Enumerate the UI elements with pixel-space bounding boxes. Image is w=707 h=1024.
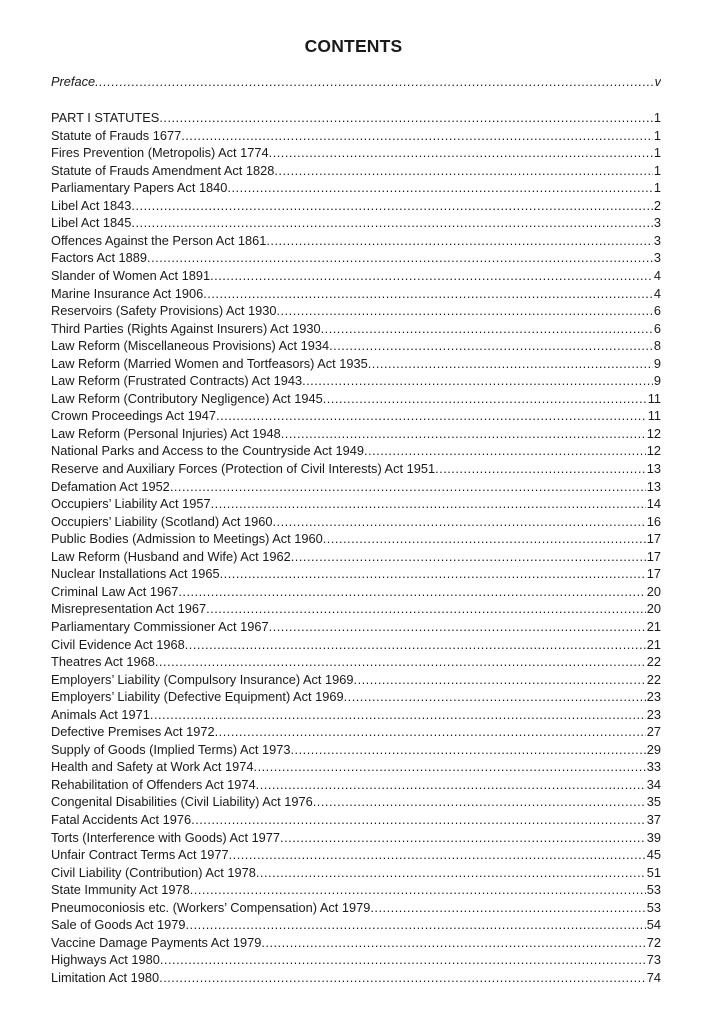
toc-entry-page: 1	[653, 127, 661, 143]
toc-entry	[51, 723, 661, 741]
toc-entry	[51, 671, 661, 689]
toc-entry-page: 20	[646, 583, 661, 599]
toc-entry-label: Employers’ Liability (Compulsory Insurance) Act 1969	[51, 671, 354, 687]
toc-entry	[51, 916, 661, 934]
toc-entry-label: Slander of Women Act 1891	[51, 267, 211, 283]
toc-entry-page: 1	[653, 145, 661, 161]
toc-entry	[51, 127, 661, 145]
dot-leader	[370, 899, 645, 917]
toc-entry-label: Sale of Goods Act 1979	[51, 917, 186, 933]
toc-entry-label: Law Reform (Married Women and Tortfeasors) Act 1935	[51, 355, 368, 371]
toc-entry	[51, 618, 661, 636]
toc-entry-page: v	[654, 74, 661, 89]
toc-entry-page: 39	[646, 829, 661, 845]
toc-entry-label: Parliamentary Papers Act 1840	[51, 180, 228, 196]
toc-entry-page: 16	[646, 513, 661, 529]
toc-entry-page: 9	[653, 373, 661, 389]
toc-entry-label: Law Reform (Husband and Wife) Act 1962	[51, 548, 291, 564]
dot-leader	[210, 267, 653, 285]
toc-entry-label: Reservoirs (Safety Provisions) Act 1930	[51, 303, 277, 319]
toc-entry-label: Torts (Interference with Goods) Act 1977	[51, 829, 281, 845]
toc-entry-page: 9	[653, 355, 661, 371]
toc-entry-label: Defamation Act 1952	[51, 478, 170, 494]
toc-entry-label: Rehabilitation of Offenders Act 1974	[51, 776, 256, 792]
toc-entry-label: Health and Safety at Work Act 1974	[51, 759, 254, 775]
toc-entry-page: 14	[646, 496, 661, 512]
dot-leader	[131, 214, 652, 232]
toc-entry-label: Occupiers’ Liability (Scotland) Act 1960	[51, 513, 273, 529]
dot-leader	[291, 548, 646, 566]
toc-entry	[51, 881, 661, 899]
toc-entry-label: Parliamentary Commissioner Act 1967	[51, 618, 269, 634]
toc-entry-page: 13	[646, 478, 661, 494]
toc-entry-label: Factors Act 1889	[51, 250, 148, 266]
toc-entry-label: Reserve and Auxiliary Forces (Protection of Civil Interests) Act 1951	[51, 461, 436, 476]
dot-leader	[364, 442, 646, 460]
toc-entry-page: 37	[646, 812, 661, 827]
dot-leader	[95, 73, 653, 91]
dot-leader	[131, 197, 652, 215]
dot-leader	[160, 951, 646, 969]
toc-entry-page: 1	[653, 180, 661, 196]
toc-entry-page: 17	[646, 548, 661, 564]
dot-leader	[178, 583, 645, 601]
dot-leader	[147, 249, 653, 267]
dot-leader	[256, 776, 646, 794]
toc-entry-label: Public Bodies (Admission to Meetings) Act 1960	[51, 531, 323, 547]
toc-entry-label: Libel Act 1845	[51, 215, 132, 231]
dot-leader	[159, 969, 646, 987]
toc-entry-label: Misrepresentation Act 1967	[51, 601, 207, 617]
dot-leader	[191, 811, 646, 829]
toc-entry-page: 27	[646, 724, 661, 740]
toc-entry	[51, 846, 661, 864]
toc-entry-label: Vaccine Damage Payments Act 1979	[51, 934, 262, 950]
toc-entry	[51, 162, 661, 180]
toc-entry	[51, 758, 661, 776]
dot-leader	[229, 846, 646, 864]
toc-entry	[51, 688, 661, 706]
toc-entry-label: Limitation Act 1980	[51, 969, 160, 985]
toc-entry	[51, 390, 661, 408]
toc-entry	[51, 600, 661, 618]
dot-leader	[227, 179, 652, 197]
dot-leader	[211, 495, 646, 513]
toc-entry-page: 11	[647, 408, 661, 424]
toc-entry-label: Animals Act 1971	[51, 706, 150, 722]
toc-entry	[51, 513, 661, 531]
toc-entry-label: Civil Evidence Act 1968	[51, 636, 185, 652]
toc-entry-label: Defective Premises Act 1972	[51, 724, 215, 740]
toc-entry	[51, 442, 661, 460]
toc-entry-label: Fatal Accidents Act 1976	[51, 812, 192, 827]
dot-leader	[203, 285, 653, 303]
toc-entry-label: Law Reform (Miscellaneous Provisions) Act 1934	[51, 338, 330, 354]
toc-entry-label: Occupiers’ Liability Act 1957	[51, 496, 211, 512]
toc-entry-label: Unfair Contract Terms Act 1977	[51, 847, 229, 863]
toc-entry	[51, 355, 661, 373]
toc-entry-label: Statute of Frauds Amendment Act 1828	[51, 162, 275, 178]
toc-entry	[51, 285, 661, 303]
toc-entry-label: Law Reform (Contributory Negligence) Act 1945	[51, 390, 323, 406]
dot-leader	[170, 478, 646, 496]
dot-leader	[321, 320, 653, 338]
toc-entry-page: 13	[646, 461, 661, 476]
toc-entry-page: 33	[646, 759, 661, 775]
dot-leader	[256, 864, 646, 882]
toc-entry-page: 34	[646, 776, 661, 792]
toc-entry-page: 72	[646, 934, 661, 950]
toc-entry-page: 22	[646, 671, 661, 687]
toc-entry-page: 45	[646, 847, 661, 863]
toc-entry	[51, 530, 661, 548]
dot-leader	[190, 881, 646, 899]
dot-leader	[302, 372, 653, 390]
dot-leader	[185, 636, 646, 654]
toc-entry-label: PART I STATUTES	[51, 110, 160, 125]
dot-leader	[329, 337, 653, 355]
toc-entry	[51, 425, 661, 443]
toc-entry-label: Marine Insurance Act 1906	[51, 285, 204, 301]
toc-entry-page: 17	[646, 566, 661, 582]
toc-entry-label: Offences Against the Person Act 1861	[51, 232, 267, 248]
toc-entry	[51, 495, 661, 513]
toc-entry-page: 12	[646, 425, 661, 441]
toc-entry-page: 51	[646, 864, 661, 880]
toc-entry-page: 1	[653, 110, 661, 125]
toc-entry-page: 2	[653, 197, 661, 213]
dot-leader	[215, 723, 646, 741]
dot-leader	[354, 671, 646, 689]
toc-entry	[51, 741, 661, 759]
dot-leader	[269, 144, 653, 162]
toc-entry-label: National Parks and Access to the Countryside Act 1949	[51, 443, 364, 459]
toc-entry-label: Statute of Frauds 1677	[51, 127, 182, 143]
toc-entry-label: Theatres Act 1968	[51, 654, 155, 670]
toc-entry-label: Nuclear Installations Act 1965	[51, 566, 220, 582]
dot-leader	[216, 407, 647, 425]
toc-entry	[51, 583, 661, 601]
toc-entry	[51, 636, 661, 654]
toc-entry-page: 21	[646, 636, 661, 652]
toc-entry-label: Third Parties (Rights Against Insurers) Act 1930	[51, 320, 321, 336]
toc-entry-page: 3	[653, 250, 661, 266]
toc-entry-page: 23	[646, 689, 661, 705]
toc-entry-page: 35	[646, 794, 661, 810]
toc-entry	[51, 951, 661, 969]
toc-entry	[51, 249, 661, 267]
toc-entry	[51, 337, 661, 355]
dot-leader	[290, 741, 645, 759]
toc-entry	[51, 548, 661, 566]
dot-leader	[435, 460, 646, 478]
toc-entry	[51, 407, 661, 425]
toc-entry	[51, 793, 661, 811]
toc-entry	[51, 565, 661, 583]
toc-entry-page: 29	[646, 741, 661, 757]
toc-entry-label: Fires Prevention (Metropolis) Act 1774	[51, 145, 269, 161]
toc-entry	[51, 811, 661, 829]
toc-entry-label: Law Reform (Personal Injuries) Act 1948	[51, 425, 281, 441]
toc-entry-label: Crown Proceedings Act 1947	[51, 408, 217, 424]
toc-entry-page: 11	[647, 390, 661, 406]
toc-entry	[51, 109, 661, 127]
dot-leader	[368, 355, 653, 373]
dot-leader	[254, 758, 646, 776]
toc-entry-page: 12	[646, 443, 661, 459]
toc-entry	[51, 899, 661, 917]
toc-entry	[51, 934, 661, 952]
dot-leader	[220, 565, 646, 583]
toc-entry-label: Civil Liability (Contribution) Act 1978	[51, 864, 256, 880]
toc-entry	[51, 232, 661, 250]
toc-entry-label: Preface	[51, 74, 96, 89]
dot-leader	[276, 302, 652, 320]
toc-entry-page: 6	[653, 320, 661, 336]
dot-leader	[150, 706, 646, 724]
toc-entry	[51, 214, 661, 232]
toc-entry-label: Employers’ Liability (Defective Equipment) Act 1969	[51, 689, 344, 705]
toc-entry-page: 22	[646, 654, 661, 670]
toc-entry-label: Law Reform (Frustrated Contracts) Act 1943	[51, 373, 303, 389]
toc-entry	[51, 267, 661, 285]
toc-entry	[51, 829, 661, 847]
toc-entry-label: Supply of Goods (Implied Terms) Act 1973	[51, 741, 291, 757]
dot-leader	[206, 600, 646, 618]
dot-leader	[274, 162, 653, 180]
toc-entry-page: 17	[646, 531, 661, 547]
dot-leader	[181, 127, 653, 145]
toc-entry-page: 74	[646, 969, 661, 985]
toc-entry	[51, 144, 661, 162]
dot-leader	[272, 513, 645, 531]
dot-leader	[281, 425, 646, 443]
toc-entry-page: 8	[653, 338, 661, 354]
toc-entry-page: 20	[646, 601, 661, 617]
toc-entry-page: 1	[653, 162, 661, 178]
toc-entry-page: 73	[646, 952, 661, 968]
toc-entry-label: Libel Act 1843	[51, 197, 132, 213]
toc-entry-page: 53	[646, 899, 661, 915]
toc-entry	[51, 197, 661, 215]
toc-entry	[51, 653, 661, 671]
dot-leader	[155, 653, 646, 671]
toc-entry	[51, 706, 661, 724]
toc-entry-page: 53	[646, 882, 661, 898]
toc-entry	[51, 776, 661, 794]
dot-leader	[323, 390, 647, 408]
dot-leader	[280, 829, 646, 847]
dot-leader	[344, 688, 646, 706]
toc-entry-label: Pneumoconiosis etc. (Workers’ Compensation) Act 1979	[51, 899, 371, 915]
toc-entry	[51, 969, 661, 987]
dot-leader	[159, 109, 653, 127]
dot-leader	[266, 232, 653, 250]
dot-leader	[323, 530, 646, 548]
dot-leader	[185, 916, 645, 934]
toc-entry-preface	[51, 73, 661, 91]
toc-entry	[51, 302, 661, 320]
toc-entry-page: 54	[646, 917, 661, 933]
dot-leader	[261, 934, 645, 952]
toc-entry-label: Criminal Law Act 1967	[51, 583, 179, 599]
toc-entry-page: 4	[653, 267, 661, 283]
dot-leader	[313, 793, 646, 811]
toc-entry-label: Highways Act 1980	[51, 952, 160, 968]
toc-entry-label: State Immunity Act 1978	[51, 882, 190, 898]
toc-entry-label: Congenital Disabilities (Civil Liability) Act 1976	[51, 794, 313, 810]
toc-entry	[51, 478, 661, 496]
toc-entry-page: 23	[646, 706, 661, 722]
toc-entry-page: 21	[646, 618, 661, 634]
toc-entry-page: 4	[653, 285, 661, 301]
page-title: CONTENTS	[304, 36, 403, 56]
dot-leader	[269, 618, 646, 636]
toc-entry-page: 3	[653, 232, 661, 248]
toc-entry	[51, 864, 661, 882]
toc-entry	[51, 179, 661, 197]
toc-entry	[51, 460, 661, 478]
toc-entry-page: 6	[653, 303, 661, 319]
toc-entry	[51, 372, 661, 390]
toc-entry	[51, 320, 661, 338]
toc-entry-page: 3	[653, 215, 661, 231]
